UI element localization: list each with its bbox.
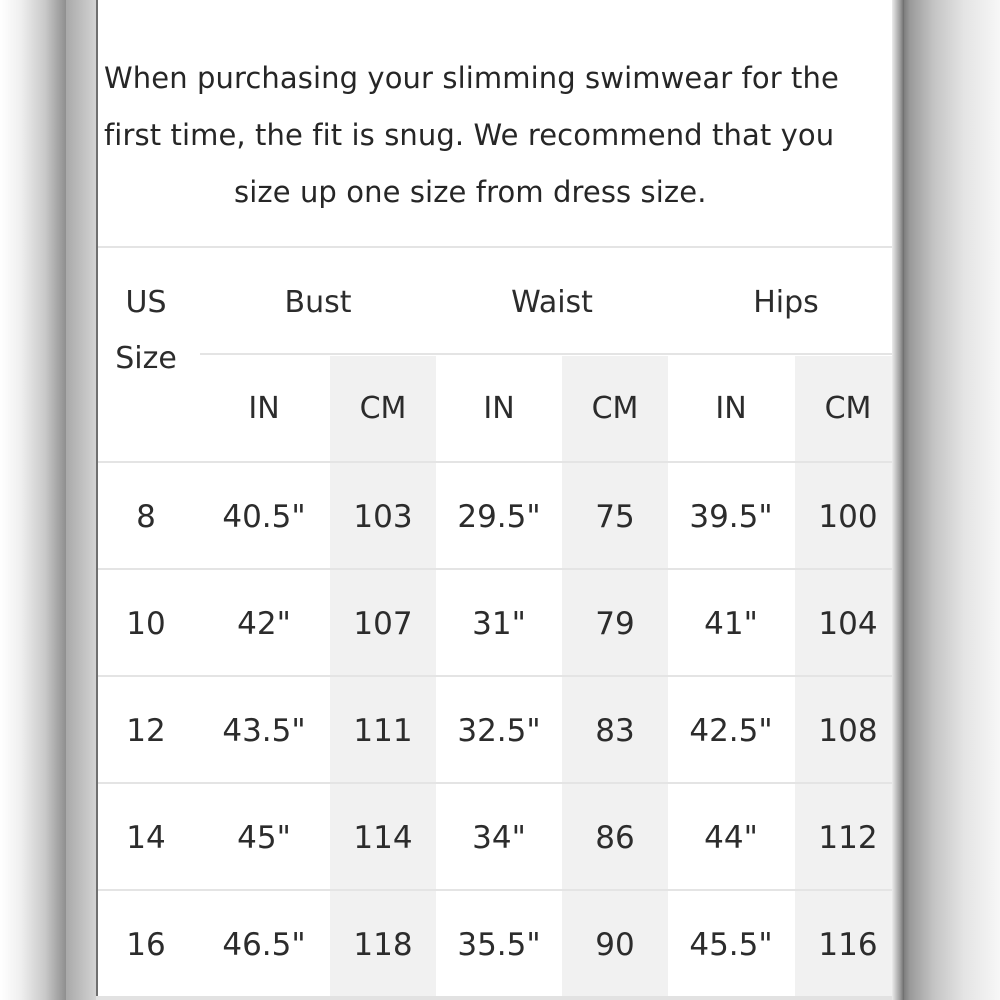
hips-in-header: IN	[715, 391, 747, 426]
size-cell: 12	[126, 713, 166, 749]
bust-in-header: IN	[248, 391, 280, 426]
waist-cm-cell: 86	[595, 820, 635, 856]
bust-cm-cell: 107	[353, 606, 413, 642]
waist-cm-cell: 83	[595, 713, 635, 749]
hips-cm-cell: 100	[818, 499, 878, 535]
row-rule-2	[98, 675, 902, 677]
background-gap-left	[66, 0, 96, 1000]
waist-cm-cell: 75	[595, 499, 635, 535]
waist-cm-header: CM	[591, 391, 639, 426]
hips-in-cell: 45.5"	[689, 927, 773, 963]
hips-cm-cell: 116	[818, 927, 878, 963]
waist-header: Waist	[511, 285, 593, 320]
intro-text	[104, 50, 839, 221]
header-bottom-rule	[98, 461, 902, 463]
bust-cm-cell: 111	[353, 713, 413, 749]
size-cell: 10	[126, 606, 166, 642]
hips-in-cell: 41"	[704, 606, 758, 642]
bust-cm-cell: 103	[353, 499, 413, 535]
size-cell: 8	[136, 499, 156, 535]
size-cell: 14	[126, 820, 166, 856]
bust-cm-cell: 114	[353, 820, 413, 856]
waist-in-cell: 35.5"	[457, 927, 541, 963]
bust-cm-header: CM	[359, 391, 407, 426]
background-right	[904, 0, 1000, 1000]
waist-in-cell: 32.5"	[457, 713, 541, 749]
hips-in-cell: 39.5"	[689, 499, 773, 535]
hips-header: Hips	[753, 285, 819, 320]
intro-line-2: first time, the fit is snug. We recommend that you	[104, 118, 835, 152]
waist-in-header: IN	[483, 391, 515, 426]
waist-in-cell: 29.5"	[457, 499, 541, 535]
bust-in-cell: 42"	[237, 606, 291, 642]
size-header-line-2: Size	[115, 341, 177, 376]
waist-in-cell: 34"	[472, 820, 526, 856]
row-rule-3	[98, 782, 902, 784]
group-header-rule	[200, 353, 902, 355]
size-chart-card	[96, 0, 902, 996]
waist-cm-cell: 79	[595, 606, 635, 642]
hips-cm-cell: 112	[818, 820, 878, 856]
hips-in-cell: 44"	[704, 820, 758, 856]
hips-cm-cell: 104	[818, 606, 878, 642]
bust-in-cell: 40.5"	[222, 499, 306, 535]
bust-header: Bust	[284, 285, 352, 320]
intro-line-1: When purchasing your slimming swimwear for the	[104, 61, 839, 95]
row-rule-4	[98, 889, 902, 891]
waist-cm-cell: 90	[595, 927, 635, 963]
hips-cm-cell: 108	[818, 713, 878, 749]
bust-in-cell: 46.5"	[222, 927, 306, 963]
waist-in-cell: 31"	[472, 606, 526, 642]
bust-in-cell: 43.5"	[222, 713, 306, 749]
bust-cm-cell: 118	[353, 927, 413, 963]
background-left	[0, 0, 66, 1000]
row-rule-1	[98, 568, 902, 570]
intro-line-3: size up one size from dress size.	[234, 175, 707, 209]
table-top-rule	[98, 246, 902, 248]
size-header-line-1: US	[125, 285, 167, 320]
hips-in-cell: 42.5"	[689, 713, 773, 749]
hips-cm-header: CM	[824, 391, 872, 426]
card-right-edge	[892, 0, 904, 1000]
bust-in-cell: 45"	[237, 820, 291, 856]
size-cell: 16	[126, 927, 166, 963]
